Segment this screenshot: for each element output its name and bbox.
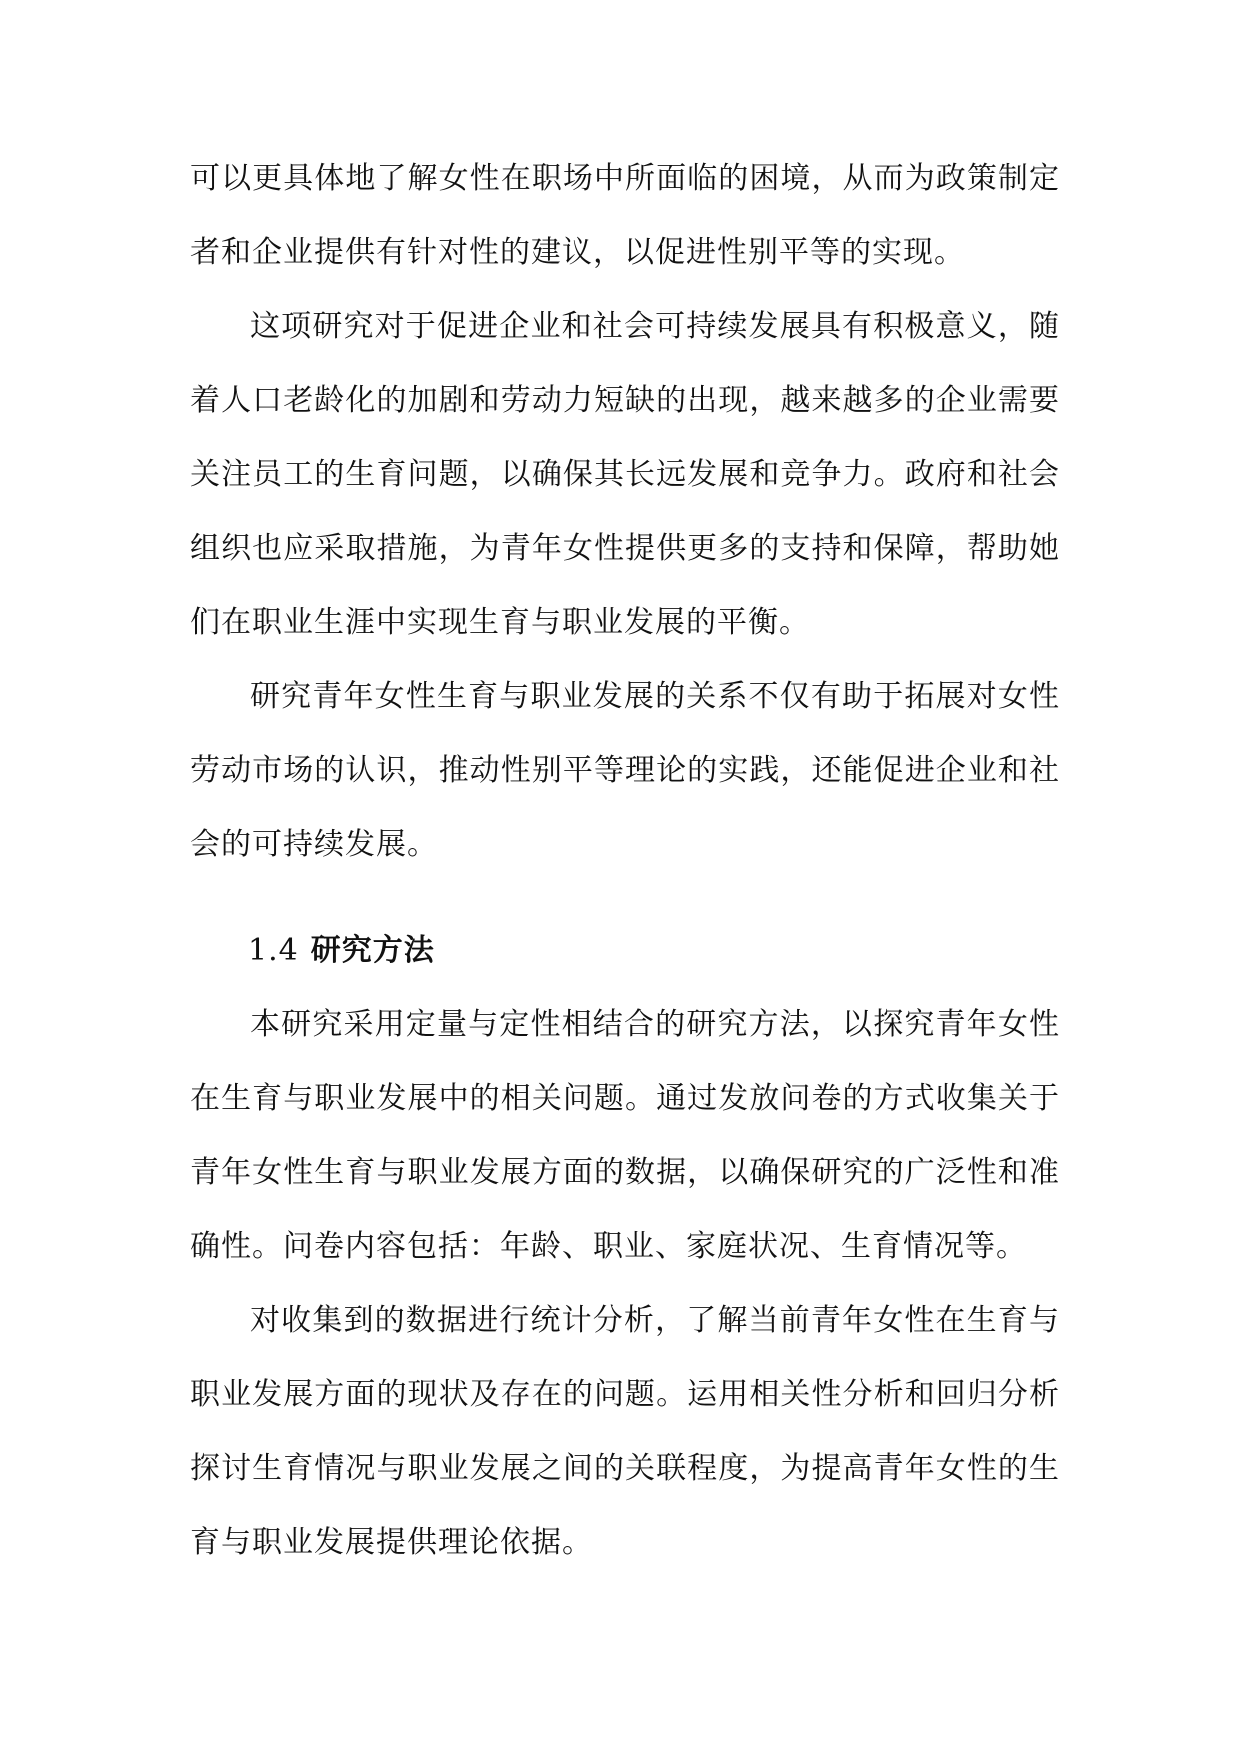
paragraph-continued: 可以更具体地了解女性在职场中所面临的困境，从而为政策制定者和企业提供有针对性的建议，以促进性别平等的实现。 [190, 161, 1060, 270]
paragraph-method-analysis: 对收集到的数据进行统计分析，了解当前青年女性在生育与职业发展方面的现状及存在的问题。运用相关性分析和回归分析探讨生育情况与职业发展之间的关联程度，为提高青年女性的生育与职业发展提供理论依据。 [190, 1303, 1060, 1560]
document-body [190, 142, 1060, 1580]
section-heading [190, 914, 1060, 988]
section-title: 研究方法 [310, 933, 435, 968]
section-number: 1.4 [248, 933, 299, 968]
paragraph-method-design: 本研究采用定量与定性相结合的研究方法，以探究青年女性在生育与职业发展中的相关问题。通过发放问卷的方式收集关于青年女性生育与职业发展方面的数据，以确保研究的广泛性和准确性。问卷内容包括：年龄、职业、家庭状况、生育情况等。 [190, 1007, 1060, 1264]
paragraph-significance: 这项研究对于促进企业和社会可持续发展具有积极意义，随着人口老龄化的加剧和劳动力短缺的出现，越来越多的企业需要关注员工的生育问题，以确保其长远发展和竞争力。政府和社会组织也应采取措施，为青年女性提供更多的支持和保障，帮助她们在职业生涯中实现生育与职业发展的平衡。 [190, 309, 1060, 640]
paragraph-conclusion: 研究青年女性生育与职业发展的关系不仅有助于拓展对女性劳动市场的认识，推动性别平等理论的实践，还能促进企业和社会的可持续发展。 [190, 679, 1060, 862]
